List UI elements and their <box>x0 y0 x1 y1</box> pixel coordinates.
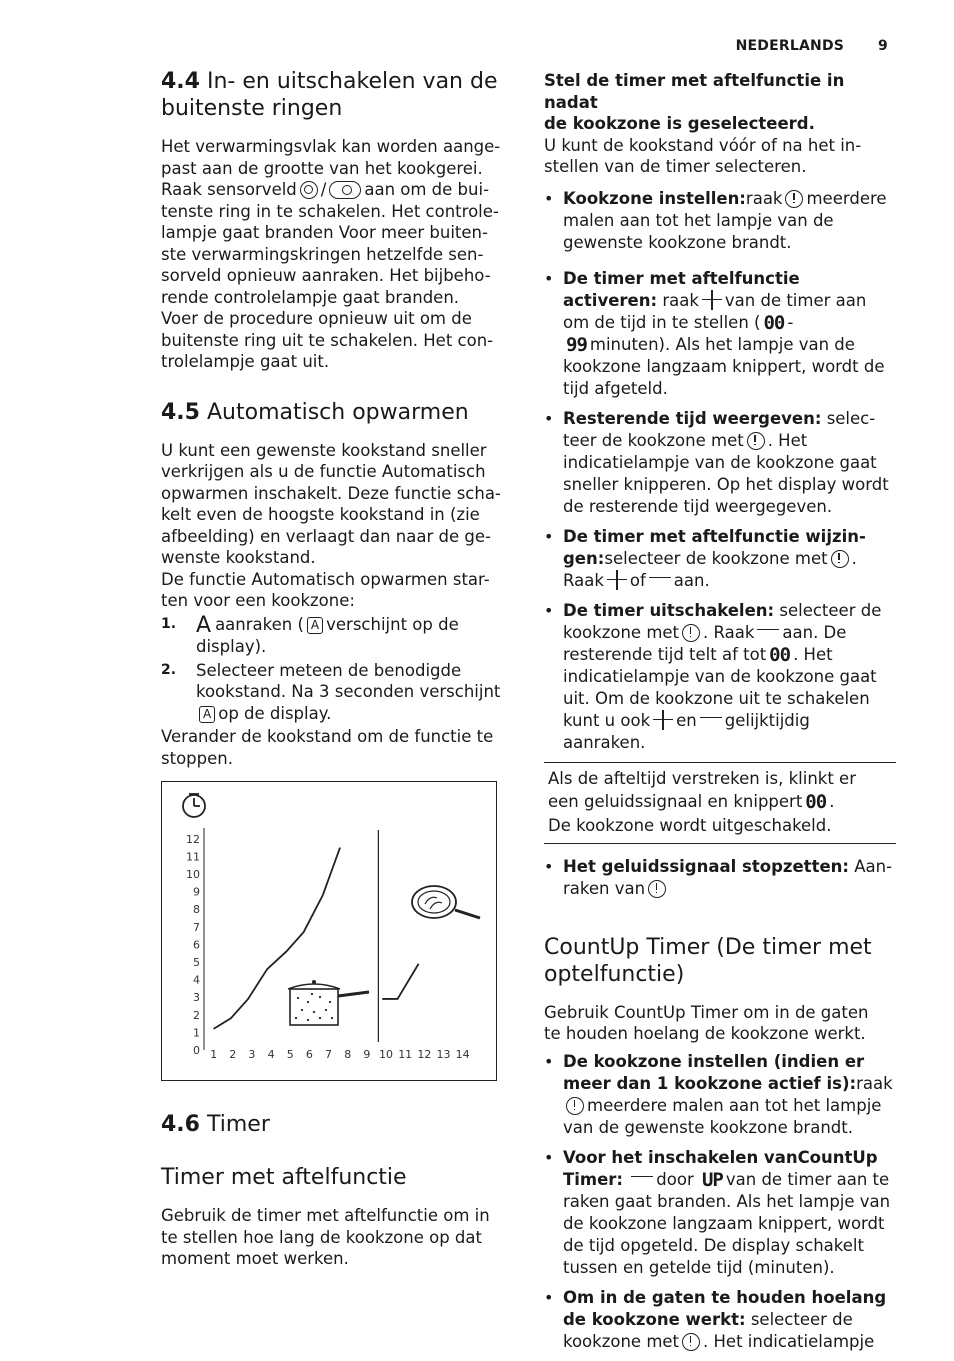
x-tick-label: 5 <box>286 1048 294 1061</box>
bullet-text: meerdere malen aan tot het lampje van de gewenste kookzone brandt. <box>563 1095 882 1137</box>
bullet-cu-monitor <box>544 1287 896 1353</box>
section-title: Timer <box>206 1112 270 1137</box>
y-tick-label: 4 <box>193 973 200 987</box>
text-line: wenste kookstand. <box>161 548 316 567</box>
bullet-title: Resterende tijd weergeven: <box>563 408 822 428</box>
bullet-set-zone <box>544 188 896 254</box>
y-tick-label: 2 <box>193 1008 200 1022</box>
text-line: ste verwarmingskringen hetzelfde sen- <box>161 244 484 264</box>
right-column <box>544 70 896 1361</box>
auto-heat-chart <box>161 781 497 1081</box>
x-tick-label: 2 <box>229 1048 237 1061</box>
round-zone-sensor-icon <box>300 181 318 199</box>
bullet-text: . Het indicatielampje van de kookzone gaat sneller knipperen. Op het display wordt de resterende tijd weergegeven. <box>563 430 889 516</box>
x-tick-label: 7 <box>325 1048 333 1061</box>
page-number: 9 <box>878 38 888 54</box>
text-line: / <box>320 180 327 199</box>
text-line: ten voor een kookzone: <box>161 591 355 610</box>
bullet-title: Voor het inschakelen vanCountUp Timer: <box>563 1147 878 1189</box>
display-digits: 00 <box>769 643 791 666</box>
x-tick-label: 11 <box>398 1048 413 1061</box>
bullet-title: De timer uitschakelen: <box>563 600 775 620</box>
text-line: moment moet werken. <box>161 1249 349 1268</box>
oval-zone-sensor-icon <box>329 181 361 199</box>
text-line: Gebruik CountUp Timer om in de gaten <box>544 1002 869 1022</box>
text-line: te stellen hoe lang de kookzone op dat <box>161 1227 482 1247</box>
section-number: 4.6 <box>161 1112 200 1137</box>
text-line: Het verwarmingsvlak kan worden aange- <box>161 137 501 156</box>
pot-icon <box>288 980 369 1025</box>
text-line: buitenste ring uit te schakelen. Het con- <box>161 330 494 350</box>
x-tick-label: 12 <box>417 1048 432 1061</box>
stop-function-text <box>161 726 511 769</box>
step-text: Selecteer meteen de benodigde kookstand. Na 3 seconden verschijnt <box>196 660 501 701</box>
bullet-title: De timer met aftelfunctie wijzin- gen: <box>563 526 866 568</box>
y-tick-label: 6 <box>193 938 200 952</box>
series-line-1 <box>214 848 340 1029</box>
bullet-change <box>544 526 896 592</box>
text-line: U kunt een gewenste kookstand sneller <box>161 440 487 460</box>
bullet-text: raak <box>662 290 699 310</box>
timer-icon <box>682 1333 700 1351</box>
frying-pan-icon <box>412 886 480 918</box>
section-title: In- en uitschakelen van de buitenste ringen <box>161 69 498 121</box>
plus-icon <box>653 710 673 730</box>
text-line: kelt even de hoogste kookstand in (zie <box>161 505 480 524</box>
text-line: te houden hoelang de kookzone werkt. <box>544 1024 866 1043</box>
y-tick-label: 3 <box>193 991 200 1005</box>
text-line: stellen van de timer selecteren. <box>544 157 807 176</box>
countup-sensor-glyph: UP <box>701 1168 723 1191</box>
x-tick-label: 4 <box>267 1048 275 1061</box>
text-line: Verander de kookstand om de functie te <box>161 727 494 746</box>
bullet-text: . Het indicatielampje van de kookzone gaat uit. Om de kookzone uit te schakelen kunt u ook <box>563 644 877 730</box>
countdown-timer-heading: Timer met aftelfunctie <box>161 1165 407 1190</box>
bullet-text: selecteer de kookzone met <box>563 1309 853 1351</box>
timer-icon <box>831 550 849 568</box>
timer-icon <box>747 432 765 450</box>
bullet-title: De kookzone instellen (indien er meer dan 1 kookzone actief is): <box>563 1051 865 1093</box>
y-tick-label: 8 <box>193 903 200 917</box>
x-tick-label: 6 <box>305 1048 313 1061</box>
bullet-text: gelijktijdig aanraken. <box>563 710 810 752</box>
y-tick-label: 11 <box>186 850 200 864</box>
bullet-title: Om in de gaten te houden hoelang de kookzone werkt: <box>563 1287 887 1329</box>
bullet-text: . Het indicatielampje <box>703 1331 875 1351</box>
step-number: 2. <box>161 661 177 678</box>
text-line: de kookzone is geselecteerd. <box>544 114 815 133</box>
minus-icon <box>649 577 671 582</box>
section-4-5-heading <box>161 399 511 426</box>
text-line: aan om de bui- <box>364 180 490 199</box>
page-header <box>736 38 888 54</box>
timer-icon <box>566 1097 584 1115</box>
minus-icon <box>757 629 779 634</box>
y-tick-label: 0 <box>193 1044 200 1057</box>
bullet-text: . Raak <box>703 622 755 642</box>
text-line: . <box>829 791 835 811</box>
x-tick-label: 10 <box>379 1048 394 1061</box>
bullet-text: door <box>656 1169 694 1189</box>
series-line-2 <box>382 964 418 999</box>
bullet-text: . Raak <box>563 548 857 590</box>
countdown-timer-text <box>161 1205 511 1270</box>
text-line: stoppen. <box>161 748 233 768</box>
text-line: Stel de timer met aftelfunctie in nadat <box>544 71 845 112</box>
y-tick-label: 10 <box>186 868 200 881</box>
alarm-bullets <box>544 856 896 900</box>
text-line: een geluidssignaal en knippert <box>548 791 803 811</box>
bullet-text: aan. <box>673 570 710 590</box>
step-text: verschijnt op de display). <box>196 614 459 656</box>
x-tick-label: 1 <box>210 1048 218 1061</box>
text-line: U kunt de kookstand vóór of na het in- <box>544 135 862 155</box>
bullet-disable <box>544 600 896 754</box>
section-4-5-text <box>161 440 511 612</box>
text-line: opwarmen inschakelt. Deze functie scha- <box>161 483 501 503</box>
chart-svg <box>162 782 496 1080</box>
bullet-cu-enable <box>544 1147 896 1279</box>
countup-timer-heading: CountUp Timer (De timer met optelfunctie) <box>544 934 872 987</box>
minus-icon <box>631 1176 653 1181</box>
bullet-text: meerdere malen aan tot het lampje van de gewenste kookzone brandt. <box>563 188 887 252</box>
header-language: NEDERLANDS <box>735 38 845 54</box>
bullet-text: raak <box>856 1073 893 1093</box>
timer-icon <box>785 190 803 208</box>
bullet-text: - <box>787 312 794 332</box>
section-number: 4.5 <box>161 399 200 425</box>
section-number: 4.4 <box>161 69 200 94</box>
bullet-cu-set-zone <box>544 1051 896 1139</box>
step-2 <box>161 660 511 725</box>
countup-bullets <box>544 1051 896 1353</box>
display-digits: 00 <box>763 311 785 334</box>
step-number: 1. <box>161 615 177 632</box>
bullet-title: De timer met aftelfunctie activeren: <box>563 268 800 310</box>
text-line: past aan de grootte van het kookgerei. <box>161 158 483 178</box>
bullet-text: en <box>676 710 697 730</box>
clock-icon <box>183 794 205 817</box>
bullet-stop-alarm <box>544 856 896 900</box>
text-line: trolelampje gaat uit. <box>161 352 330 371</box>
bullet-text: selecteer de kookzone met <box>563 600 882 642</box>
bullet-title: Het geluidssignaal stopzetten: <box>563 856 849 876</box>
y-tick-label: 12 <box>186 832 200 846</box>
step-text: aanraken ( <box>215 614 304 634</box>
bullet-text: selecteer de kookzone met <box>604 548 828 568</box>
display-digits: 00 <box>805 790 827 813</box>
x-tick-label: 3 <box>248 1048 256 1061</box>
timer-intro <box>544 70 896 178</box>
text-line: De functie Automatisch opwarmen star- <box>161 569 490 589</box>
left-column <box>161 68 511 1270</box>
x-tick-label: 8 <box>344 1048 352 1061</box>
step-1 <box>161 614 511 658</box>
auto-heat-sensor-glyph: A <box>196 612 212 638</box>
text-line: Als de afteltijd verstreken is, klinkt er <box>548 768 856 788</box>
bullet-text: van de timer aan te raken gaat branden. Als het lampje van de kookzone langzaam knippert, wordt de tijd opgeteld. De display schakelt tussen en getelde tijd (minuten). <box>563 1169 891 1277</box>
bullet-text: van de timer aan om de tijd in te stellen ( <box>563 290 867 332</box>
text-line: Voer de procedure opnieuw uit om de <box>161 309 472 328</box>
text-line: sorveld opnieuw aanraken. Het bijbeho- <box>161 266 491 285</box>
display-digits: 99 <box>566 333 587 356</box>
bullet-text: of <box>629 570 646 590</box>
auto-heat-display-symbol: A <box>307 617 323 634</box>
x-tick-label: 9 <box>363 1048 371 1061</box>
bullet-text: minuten). Als het lampje van de kookzone langzaam knippert, wordt de tijd afgeteld. <box>563 334 885 398</box>
section-4-4-heading <box>161 68 511 122</box>
timer-icon <box>648 880 666 898</box>
text-line: De kookzone wordt uitgeschakeld. <box>548 815 832 835</box>
section-4-6-heading <box>161 1111 511 1138</box>
auto-heat-display-symbol: A <box>199 706 215 723</box>
text-line: afbeelding) en verlaagt dan naar de ge- <box>161 526 491 546</box>
minus-icon <box>700 717 722 722</box>
y-tick-label: 1 <box>193 1026 200 1040</box>
countdown-bullets <box>544 188 896 754</box>
bullet-remaining <box>544 408 896 518</box>
bullet-text: selec- teer de kookzone met <box>563 408 876 450</box>
y-tick-label: 5 <box>193 956 200 969</box>
section-title: Automatisch opwarmen <box>206 399 469 425</box>
bullet-title: Kookzone instellen: <box>563 188 746 208</box>
x-tick-label: 13 <box>436 1048 451 1061</box>
auto-heat-steps <box>161 614 511 725</box>
timer-icon <box>682 624 700 642</box>
section-4-4-text <box>161 136 511 373</box>
y-tick-label: 9 <box>193 885 200 899</box>
text-line: verkrijgen als u de functie Automatisch <box>161 462 486 481</box>
text-line: lampje gaat branden Voor meer buiten- <box>161 223 488 242</box>
step-text: op de display. <box>218 703 332 723</box>
text-line: Gebruik de timer met aftelfunctie om in <box>161 1206 490 1225</box>
y-tick-label: 7 <box>193 920 200 934</box>
plus-icon <box>607 570 627 590</box>
bullet-text: raak <box>745 188 783 208</box>
bullet-text: Aan- raken van <box>563 856 893 898</box>
timer-expired-note <box>544 762 896 844</box>
bullet-text: aan. De resterende tijd telt af tot <box>563 622 847 664</box>
text-line: rende controlelampje gaat branden. <box>161 287 460 307</box>
x-tick-label: 14 <box>455 1048 470 1061</box>
text-line: tenste ring in te schakelen. Het controle- <box>161 201 499 221</box>
text-line: Raak sensorveld <box>161 180 297 199</box>
countup-text <box>544 1002 896 1045</box>
plus-icon <box>702 290 722 310</box>
bullet-activate <box>544 268 896 400</box>
